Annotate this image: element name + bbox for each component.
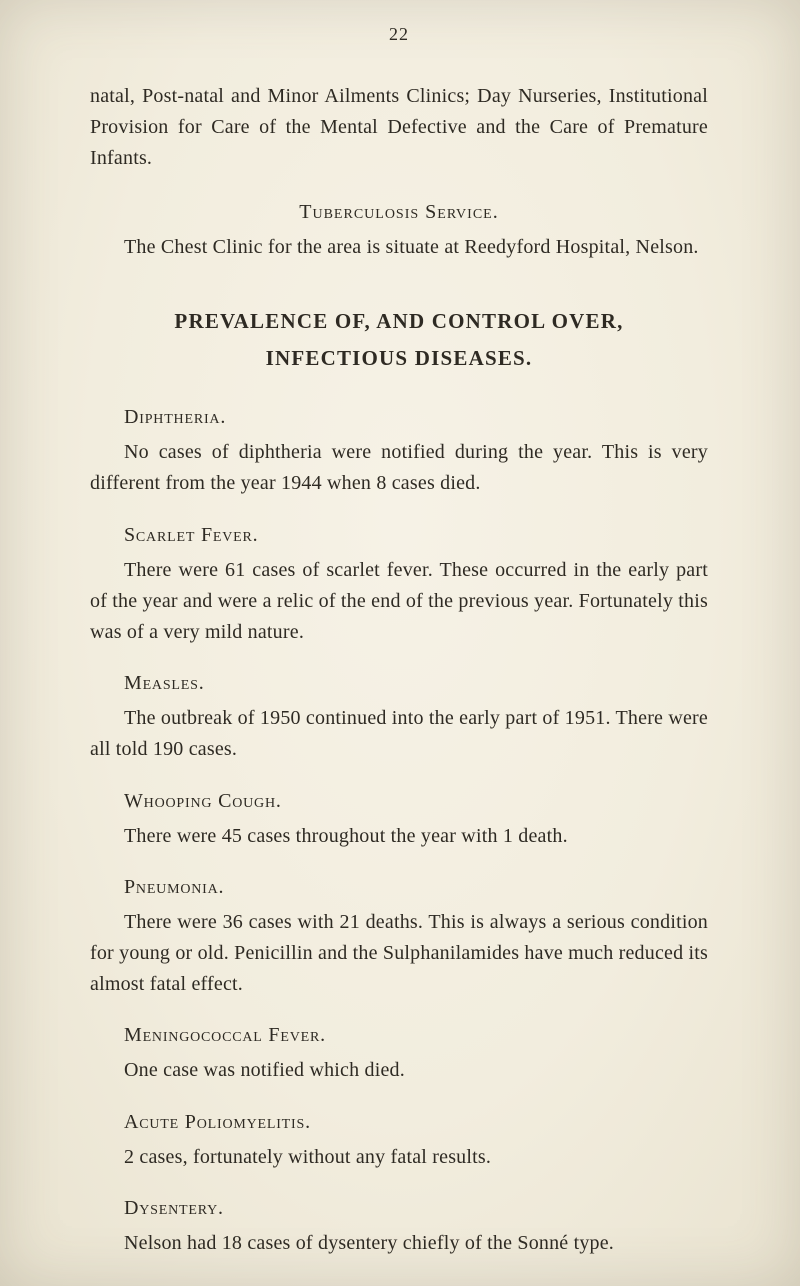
section-body: No cases of diphtheria were notified during the year. This is very different from the year 1944 when 8 cases died. (90, 441, 708, 495)
section-body: There were 61 cases of scarlet fever. These occurred in the early part of the year and were a relic of the end of the previous year. Fortunately this was of a very mild nature. (90, 558, 708, 643)
main-heading (90, 303, 708, 377)
section-heading: Scarlet Fever. (124, 523, 259, 546)
section-body: The outbreak of 1950 continued into the early part of 1951. There were all told 190 cases. (90, 707, 708, 761)
section-heading: Whooping Cough. (124, 789, 282, 812)
section-body: There were 45 cases throughout the year with 1 death. (124, 824, 568, 847)
section-body: Nelson had 18 cases of dysentery chiefly of the Sonné type. (124, 1231, 615, 1254)
main-heading-line2: INFECTIOUS DISEASES. (265, 345, 533, 370)
section-meningococcal-fever (90, 1024, 708, 1086)
continuation-paragraph: natal, Post-natal and Minor Ailments Clinics; Day Nurseries, Institutional Provision for Care of the Mental Defective and the Care of Premature Infants. (90, 85, 708, 170)
section-pneumonia (90, 876, 708, 1001)
section-body: One case was notified which died. (124, 1059, 405, 1082)
main-heading-line1: PREVALENCE OF, AND CONTROL OVER, (174, 308, 624, 333)
section-acute-poliomyelitis (90, 1111, 708, 1173)
tuberculosis-service-heading: Tuberculosis Service. (299, 200, 499, 223)
section-dysentery (90, 1197, 708, 1259)
section-heading: Meningococcal Fever. (124, 1024, 326, 1047)
section-heading: Measles. (124, 672, 205, 695)
section-diphtheria (90, 406, 708, 499)
section-heading: Acute Poliomyelitis. (124, 1110, 311, 1133)
section-body: There were 36 cases with 21 deaths. This is always a serious condition for young or old. Penicillin and the Sulphanilamides have much reduced its almost fatal effect. (90, 910, 709, 996)
section-heading: Pneumonia. (124, 875, 225, 898)
tuberculosis-service-paragraph: The Chest Clinic for the area is situate at Reedyford Hospital, Nelson. (124, 235, 699, 258)
section-heading: Diphtheria. (124, 406, 227, 429)
page-number: 22 (389, 24, 409, 44)
section-body: 2 cases, fortunately without any fatal results. (124, 1145, 492, 1168)
section-heading: Dysentery. (124, 1196, 224, 1219)
section-scarlet-fever (90, 524, 708, 649)
section-measles (90, 672, 708, 765)
section-whooping-cough (90, 790, 708, 852)
